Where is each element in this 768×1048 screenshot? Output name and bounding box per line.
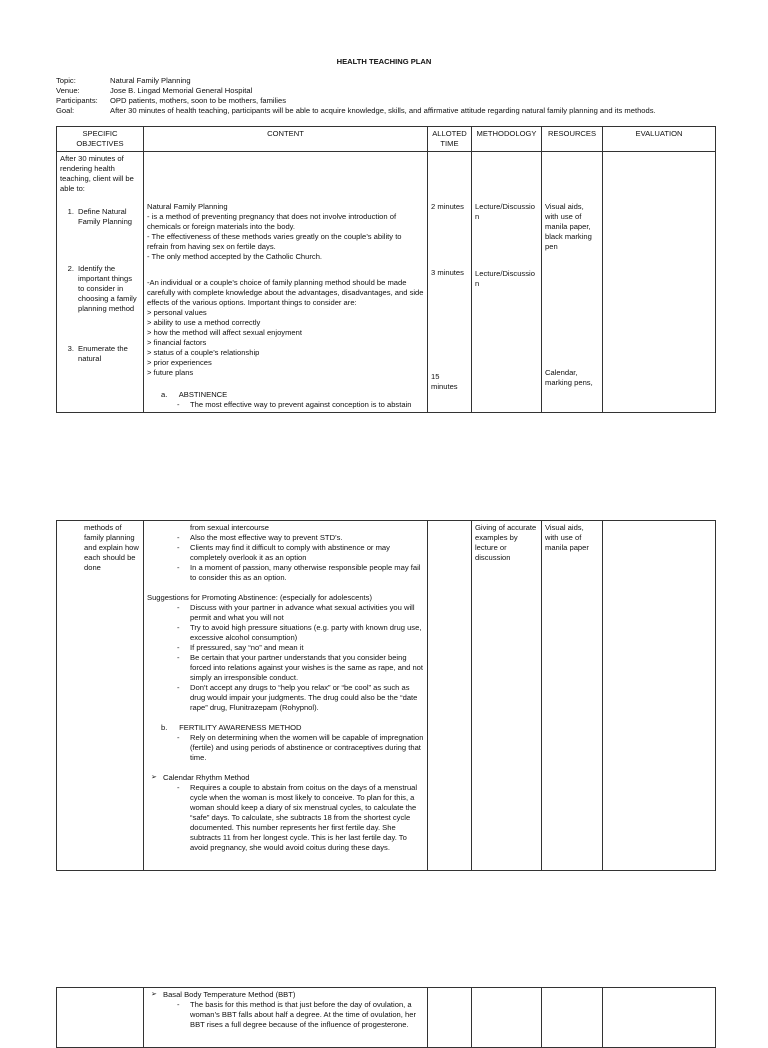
participants-value: OPD patients, mothers, soon to be mothers, families	[110, 96, 286, 105]
consideration-item: > future plans	[147, 368, 194, 378]
nfp-line: - The effectiveness of these methods varies greatly on the couple’s ability to refrain from having sex on fertile days.	[147, 232, 402, 252]
evaluation-cell	[603, 152, 716, 413]
consideration-item: > how the method will affect sexual enjoyment	[147, 328, 302, 338]
abstinence-list	[147, 533, 424, 583]
objective-number: 3.	[67, 344, 74, 354]
list-item: - Don’t accept any drugs to “help you relax” or “be cool” as such as drug would impair your judgments. The drug could also be the “date rape” drug, Flunitrazepam (Rohypnol).	[177, 683, 424, 713]
list-item: - Try to avoid high pressure situations (e.g. party with known drug use, excessive alcohol consumption)	[177, 623, 424, 643]
time-cell	[428, 152, 472, 413]
time-value: 15 minutes	[431, 372, 458, 392]
topic-value: Natural Family Planning	[110, 76, 191, 85]
suggestions-heading: Suggestions for Promoting Abstinence: (especially for adolescents)	[147, 593, 372, 603]
resources-cell	[542, 988, 603, 1048]
goal-row	[56, 106, 736, 116]
methodology-cell	[472, 152, 542, 413]
objective-cell	[57, 152, 144, 413]
time-cell	[428, 988, 472, 1048]
heading-text: FERTILITY AWARENESS METHOD	[179, 723, 302, 733]
objectives-header: SPECIFIC OBJECTIVES	[57, 127, 144, 152]
time-cell	[428, 521, 472, 871]
participants-row	[56, 96, 736, 106]
consideration-item: > prior experiences	[147, 358, 212, 368]
objective-text: methods of family planning and explain how each should be done	[84, 523, 139, 573]
list-item: - Also the most effective way to prevent STD’s.	[177, 533, 424, 543]
page-title: HEALTH TEACHING PLAN	[336, 57, 432, 66]
heading-text: ABSTINENCE	[178, 390, 228, 400]
table-header-row	[57, 127, 716, 152]
list-item: - Clients may find it difficult to comply with abstinence or may completely overlook it as an option	[177, 543, 424, 563]
abstinence-list	[147, 400, 424, 410]
bbt-heading: ➢ Basal Body Temperature Method (BBT)	[147, 990, 424, 1000]
objective-cell	[57, 521, 144, 871]
consideration-item: > personal values	[147, 308, 207, 318]
methodology-value: Lecture/Discussion	[475, 269, 535, 289]
resources-cell	[542, 521, 603, 871]
evaluation-cell	[603, 988, 716, 1048]
abstinence-heading	[147, 390, 424, 400]
objective-2	[60, 264, 140, 314]
nfp-title: Natural Family Planning	[147, 202, 228, 212]
consideration-item: > status of a couple’s relationship	[147, 348, 260, 358]
content-cell	[144, 988, 428, 1048]
list-item: - Discuss with your partner in advance what sexual activities you will permit and what you will not	[177, 603, 424, 623]
topic-label: Topic:	[56, 76, 76, 85]
objective-text: Define Natural Family Planning	[78, 207, 133, 227]
methodology-header: METHODOLOGY	[472, 127, 542, 152]
content-header: CONTENT	[144, 127, 428, 152]
suggestions-list	[147, 603, 424, 713]
list-item: - The basis for this method is that just before the day of ovulation, a woman’s BBT falls about half a degree. At the time of ovulation, her BBT rises a full degree because of the influence of progesterone.	[177, 1000, 424, 1030]
objective-number: 2.	[67, 264, 74, 274]
venue-label: Venue:	[56, 86, 80, 95]
content-cell	[144, 152, 428, 413]
considerations-intro: -An individual or a couple’s choice of family planning method should be made carefully with complete knowledge about the advantages, disadvantages, and side effects of the various options. Important things to consider are:	[147, 278, 424, 308]
resources-value: Visual aids, with use of manila paper	[545, 523, 589, 553]
table-row	[57, 988, 716, 1048]
list-item: - Be certain that your partner understands that you consider being forced into relations against your wishes is the same as rape, and not simply an irresponsible conduct.	[177, 653, 424, 683]
intro-objective: After 30 minutes of rendering health teaching, client will be able to:	[60, 154, 134, 194]
fam-heading	[147, 723, 424, 733]
resources-header: RESOURCES	[542, 127, 603, 152]
methodology-cell	[472, 521, 542, 871]
nfp-line: - The only method accepted by the Catholic Church.	[147, 252, 323, 262]
bbt-list	[147, 1000, 424, 1030]
methodology-cell	[472, 988, 542, 1048]
list-item: - Rely on determining when the women will be capable of impregnation (fertile) and using periods of abstinence or contraceptives during that time.	[177, 733, 424, 763]
resources-value: Calendar, marking pens,	[545, 368, 593, 388]
venue-value: Jose B. Lingad Memorial General Hospital	[110, 86, 253, 95]
table-row	[57, 521, 716, 871]
fam-list	[147, 733, 424, 763]
goal-label: Goal:	[56, 106, 75, 115]
content-cell	[144, 521, 428, 871]
teaching-plan-table-continued-2	[56, 987, 716, 1048]
time-value: 3 minutes	[431, 268, 464, 278]
methodology-value: Lecture/Discussion	[475, 202, 535, 222]
list-item: - The most effective way to prevent against conception is to abstain	[177, 400, 424, 410]
objective-text: Identify the important things to consider in choosing a family planning method	[78, 264, 137, 314]
objective-cell	[57, 988, 144, 1048]
objective-1	[60, 207, 140, 227]
venue-row	[56, 86, 736, 96]
consideration-item: > financial factors	[147, 338, 207, 348]
nfp-line: - is a method of preventing pregnancy that does not involve introduction of chemicals or foreign materials into the body.	[147, 212, 397, 232]
calendar-heading: ➢ Calendar Rhythm Method	[147, 773, 424, 783]
methodology-value: Giving of accurate examples by lecture or discussion	[475, 523, 537, 563]
goal-value: After 30 minutes of health teaching, participants will be able to acquire knowledge, skills, and affirmative attitude regarding natural family planning and its methods.	[110, 106, 656, 115]
item-letter: b.	[161, 723, 168, 733]
participants-label: Participants:	[56, 96, 98, 105]
consideration-item: > ability to use a method correctly	[147, 318, 261, 328]
item-letter: a.	[161, 390, 168, 400]
list-item: - If pressured, say “no” and mean it	[177, 643, 424, 653]
resources-value: Visual aids, with use of manila paper, black marking pen	[545, 202, 592, 252]
evaluation-cell	[603, 521, 716, 871]
objective-number: 1.	[67, 207, 74, 217]
objective-text: Enumerate the natural	[78, 344, 128, 364]
plan-info	[56, 76, 736, 116]
table-row	[57, 152, 716, 413]
list-item: - In a moment of passion, many otherwise responsible people may fail to consider this as an option.	[177, 563, 424, 583]
teaching-plan-table-continued	[56, 520, 716, 871]
abstinence-text: from sexual intercourse	[190, 523, 269, 532]
teaching-plan-table	[56, 126, 716, 413]
list-item: - Requires a couple to abstain from coitus on the days of a menstrual cycle when the woman is most likely to conceive. To plan for this, a woman should keep a diary of six menstrual cycles, to calculate the “safe” days. To calculate, she subtracts 18 from the shortest cycle documented. This number represents her first fertile day. She subtracts 11 from her longest cycle. This is her last fertile day. To avoid pregnancy, she would avoid coitus during these days.	[177, 783, 424, 853]
time-value: 2 minutes	[431, 202, 464, 212]
evaluation-header: EVALUATION	[603, 127, 716, 152]
resources-cell	[542, 152, 603, 413]
calendar-list	[147, 783, 424, 853]
objective-3	[60, 344, 140, 364]
time-header: ALLOTED TIME	[428, 127, 472, 152]
topic-row	[56, 76, 736, 86]
